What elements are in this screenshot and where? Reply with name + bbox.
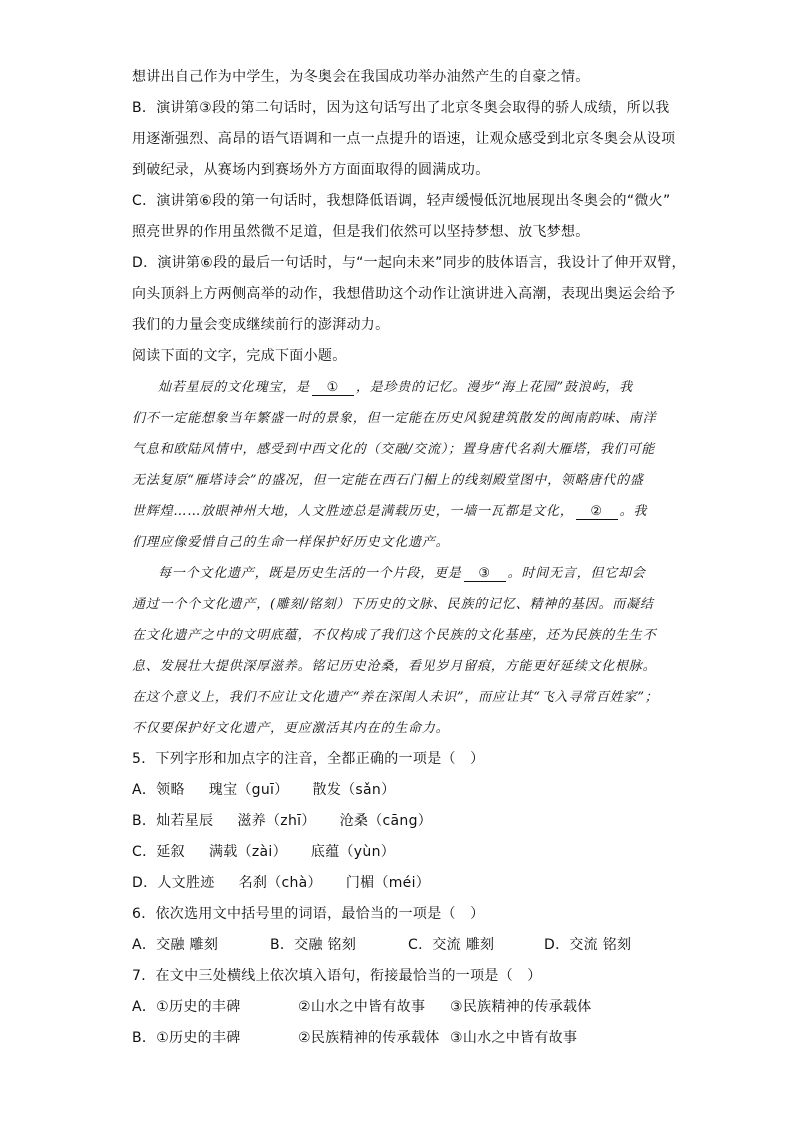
option-part: ②山水之中皆有故事 <box>298 999 426 1015</box>
text-line: 向头顶斜上方两侧高举的动作，我想借助这个动作让演讲进入高潮，表现出奥运会给予 <box>132 286 676 302</box>
passage-line <box>132 372 672 403</box>
question-6 <box>132 899 672 961</box>
option-part: ③山水之中皆有故事 <box>450 1030 578 1046</box>
option-word: B．灿若星辰 <box>132 813 214 829</box>
option-d-line: D．演讲第⑥段的最后一句话时，与“一起向未来”同步的肢体语言，我设计了伸开双臂， <box>132 255 686 271</box>
passage-line: 息、发展壮大提供深厚滋养。铭记历史沧桑，看见岁月留痕，方能更好延续文化根脉。 <box>132 659 657 674</box>
option-part: A．①历史的丰碑 <box>132 999 241 1015</box>
passage-line: 无法复原“雁塔诗会”的盛况，但一定能在西石门楣上的线刻殿堂图中，领略唐代的盛 <box>132 473 644 488</box>
passage-line: 们理应像爱惜自己的生命一样保护好历史文化遗产。 <box>132 535 450 550</box>
text-line: 用逐渐强烈、高昂的语气语调和一点一点提升的语速，让观众感受到北京冬奥会从设项 <box>132 131 676 147</box>
passage-line: 在这个意义上，我们不应让文化遗产“养在深闺人未识”，而应让其“飞入寻常百姓家”； <box>132 690 659 705</box>
option-b-line: B．演讲第③段的第二句话时，因为这句话写出了北京冬奥会取得的骄人成绩，所以我 <box>132 100 670 116</box>
question-stem: 7．在文中三处横线上依次填入语句，衔接最恰当的一项是（ ） <box>132 968 542 984</box>
option-b <box>132 1023 672 1054</box>
option-c <box>132 837 672 868</box>
option-a <box>132 775 672 806</box>
passage-text: 世辉煌……放眼神州大地，人文胜迹总是满载历史，一墙一瓦都是文化， <box>132 504 574 519</box>
text-line: 我们的力量会变成继续前行的澎湃动力。 <box>132 317 390 333</box>
option-a: A．交融 雕刻 <box>132 937 219 953</box>
option-part: ③民族精神的传承载体 <box>450 999 592 1015</box>
question-5 <box>132 744 672 899</box>
passage-line: 通过一个个文化遗产，(雕刻/铭刻）下历史的文脉、民族的记忆、精神的基因。而凝结 <box>132 597 654 612</box>
option-b: B．交融 铭刻 <box>270 937 357 953</box>
option-word: C．延叙 <box>132 844 185 860</box>
option-d <box>132 868 672 899</box>
passage-text: 。时间无言，但它却会 <box>507 566 646 581</box>
option-word: D．人文胜迹 <box>132 875 215 891</box>
option-word: 散发（sǎn） <box>312 782 396 798</box>
blank-3: ③ <box>464 566 506 582</box>
question-7 <box>132 961 672 1054</box>
previous-question-options <box>132 62 686 341</box>
option-d: D．交流 铭刻 <box>544 937 632 953</box>
reading-instruction: 阅读下面的文字，完成下面小题。 <box>132 348 347 364</box>
option-word: A．领略 <box>132 782 185 798</box>
option-word: 底蕴（yùn） <box>310 844 396 860</box>
blank-1: ① <box>312 380 354 396</box>
question-stem: 6．依次选用文中括号里的词语，最恰当的一项是（ ） <box>132 906 485 922</box>
question-stem: 5．下列字形和加点字的注音，全都正确的一项是（ ） <box>132 751 485 767</box>
text-line: 到破纪录，从赛场内到赛场外方方面面取得的圆满成功。 <box>132 162 490 178</box>
text-line: 照亮世界的作用虽然微不足道，但是我们依然可以坚持梦想、放飞梦想。 <box>132 224 590 240</box>
passage-line <box>132 558 672 589</box>
passage-line: 们不一定能想象当年繁盛一时的景象，但一定能在历史风貌建筑散发的闽南韵味、南洋 <box>132 411 657 426</box>
option-c-line: C．演讲第⑥段的第一句话时，我想降低语调，轻声缓慢低沉地展现出冬奥会的“微火” <box>132 193 671 209</box>
document-page <box>132 62 686 1054</box>
passage-line: 不仅要保护好文化遗产，更应激活其内在的生命力。 <box>132 721 450 736</box>
text-line: 想讲出自己作为中学生，为冬奥会在我国成功举办油然产生的自豪之情。 <box>132 69 590 85</box>
options-row <box>132 930 672 961</box>
option-word: 满载（zài） <box>208 844 287 860</box>
reading-passage <box>132 372 672 744</box>
blank-2: ② <box>576 504 618 520</box>
passage-text: 每一个文化遗产，既是历史生活的一个片段，更是 <box>158 566 462 581</box>
passage-line: 在文化遗产之中的文明底蕴，不仅构成了我们这个民族的文化基座，还为民族的生生不 <box>132 628 657 643</box>
passage-line <box>132 496 672 527</box>
option-word: 滋养（zhī） <box>237 813 316 829</box>
option-word: 门楣（méi） <box>345 875 431 891</box>
option-a <box>132 992 672 1023</box>
option-part: B．①历史的丰碑 <box>132 1030 241 1046</box>
passage-line: 气息和欧陆风情中，感受到中西文化的（交融/交流）；置身唐代名刹大雁塔，我们可能 <box>132 442 656 457</box>
passage-text: 。我 <box>619 504 648 519</box>
option-c: C．交流 雕刻 <box>408 937 495 953</box>
option-b <box>132 806 672 837</box>
option-word: 沧桑（cāng） <box>339 813 433 829</box>
passage-text: ，是珍贵的记忆。漫步“海上花园”鼓浪屿，我 <box>355 380 633 395</box>
passage-text: 灿若星辰的文化瑰宝，是 <box>158 380 310 395</box>
option-word: 瑰宝（guī） <box>208 782 289 798</box>
option-part: ②民族精神的传承载体 <box>298 1030 440 1046</box>
option-word: 名刹（chà） <box>238 875 322 891</box>
